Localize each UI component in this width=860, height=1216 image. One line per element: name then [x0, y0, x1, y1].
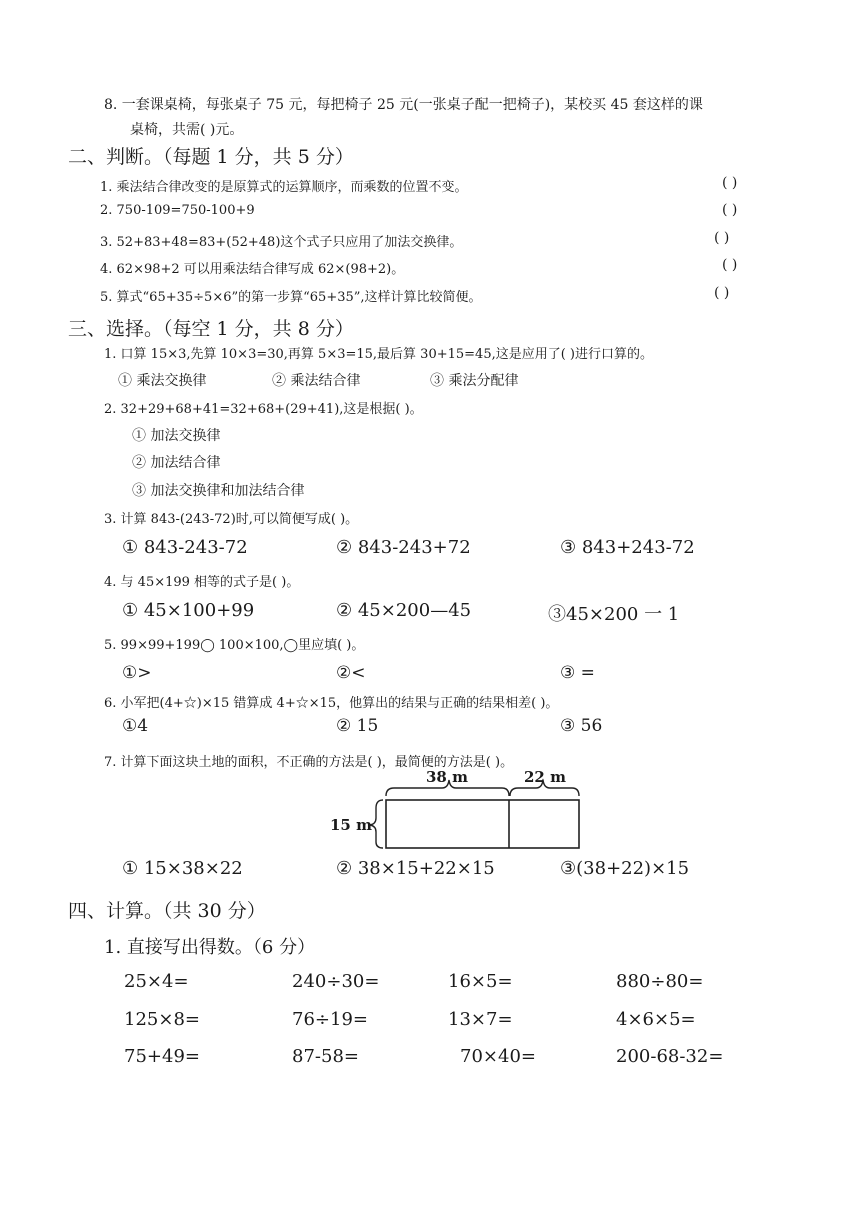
land-diagram: [328, 768, 588, 852]
section2-title: 二、判断。（每题 1 分，共 5 分）: [68, 146, 354, 168]
calc-2-1[interactable]: 125×8=: [124, 1009, 200, 1030]
calc-3-1[interactable]: 75+49=: [124, 1046, 200, 1067]
choice-q6-option-3[interactable]: ③ 56: [560, 716, 603, 736]
choice-q1-option-2[interactable]: ② 乘法结合律: [272, 373, 361, 389]
choice-q4: 4. 与 45×199 相等的式子是( )。: [104, 575, 300, 590]
calc-2-2[interactable]: 76÷19=: [292, 1009, 368, 1030]
choice-q2-option-2[interactable]: ② 加法结合律: [132, 455, 221, 471]
calc-3-2[interactable]: 87-58=: [292, 1046, 359, 1067]
choice-q2: 2. 32+29+68+41=32+68+(29+41),这是根据( )。: [104, 402, 423, 417]
choice-q7-option-1[interactable]: ① 15×38×22: [122, 858, 243, 879]
judge-item-4: 4. 62×98+2 可以用乘法结合律写成 62×(98+2)。: [100, 262, 405, 277]
judge-item-3: 3. 52+83+48=83+(52+48)这个式子只应用了加法交换律。: [100, 235, 463, 250]
label-38m: 38 m: [426, 768, 468, 786]
section3-title: 三、选择。（每空 1 分，共 8 分）: [68, 318, 354, 340]
choice-q3-option-3[interactable]: ③ 843+243-72: [560, 537, 695, 558]
choice-q3-option-1[interactable]: ① 843-243-72: [122, 537, 248, 558]
calc-3-4[interactable]: 200-68-32=: [616, 1046, 724, 1067]
calc-2-3[interactable]: 13×7=: [448, 1009, 513, 1030]
calc-1-3[interactable]: 16×5=: [448, 971, 513, 992]
choice-q2-option-3[interactable]: ③ 加法交换律和加法结合律: [132, 483, 305, 499]
choice-q1-option-3[interactable]: ③ 乘法分配律: [430, 373, 519, 389]
choice-q3-option-2[interactable]: ② 843-243+72: [336, 537, 471, 558]
land-rectangle: [386, 800, 579, 848]
judge-answer-2[interactable]: ( ): [722, 202, 738, 218]
label-15m: 15 m: [330, 816, 372, 834]
choice-q7-option-3[interactable]: ③(38+22)×15: [560, 858, 690, 879]
judge-answer-4[interactable]: ( ): [722, 257, 738, 273]
calc-1-4[interactable]: 880÷80=: [616, 971, 704, 992]
judge-item-1: 1. 乘法结合律改变的是原算式的运算顺序，而乘数的位置不变。: [100, 180, 468, 195]
calc-2-4[interactable]: 4×6×5=: [616, 1009, 696, 1030]
choice-q6: 6. 小军把(4+☆)×15 错算成 4+☆×15，他算出的结果与正确的结果相差( )。: [104, 696, 559, 711]
choice-q5-option-1[interactable]: ①>: [122, 663, 152, 683]
choice-q1: 1. 口算 15×3,先算 10×3=30,再算 5×3=15,最后算 30+15=45,这是应用了( )进行口算的。: [104, 347, 653, 362]
calc-1-2[interactable]: 240÷30=: [292, 971, 380, 992]
calc-3-3[interactable]: 70×40=: [460, 1046, 536, 1067]
section4-title: 四、计算。（共 30 分）: [68, 900, 266, 922]
choice-q5-option-2[interactable]: ②<: [336, 663, 366, 683]
judge-item-2: 2. 750-109=750-100+9: [100, 203, 255, 218]
judge-item-5: 5. 算式“65+35÷5×6”的第一步算“65+35”,这样计算比较简便。: [100, 290, 482, 305]
choice-q6-option-1[interactable]: ①4: [122, 716, 149, 736]
choice-q4-option-3[interactable]: ③45×200 一 1: [548, 604, 680, 625]
choice-q2-option-1[interactable]: ① 加法交换律: [132, 428, 221, 444]
choice-q7: 7. 计算下面这块土地的面积，不正确的方法是( )，最简便的方法是( )。: [104, 755, 514, 770]
choice-q4-option-2[interactable]: ② 45×200—45: [336, 600, 472, 621]
choice-q6-option-2[interactable]: ② 15: [336, 716, 379, 736]
choice-q7-option-2[interactable]: ② 38×15+22×15: [336, 858, 495, 879]
choice-q1-option-1[interactable]: ① 乘法交换律: [118, 373, 207, 389]
judge-answer-1[interactable]: ( ): [722, 175, 738, 191]
calc-1-1[interactable]: 25×4=: [124, 971, 189, 992]
choice-q5-option-3[interactable]: ③ =: [560, 663, 595, 683]
q8-line1: 8. 一套课桌椅，每张桌子 75 元，每把椅子 25 元(一张桌子配一把椅子)，某校买 45 套这样的课: [104, 97, 703, 113]
choice-q4-option-1[interactable]: ① 45×100+99: [122, 600, 255, 621]
choice-q5: 5. 99×99+199◯ 100×100,◯里应填( )。: [104, 638, 365, 653]
q8-line2: 桌椅，共需( )元。: [130, 122, 244, 138]
section4-sub1: 1. 直接写出得数。（6 分）: [104, 937, 316, 958]
choice-q3: 3. 计算 843-(243-72)时,可以简便写成( )。: [104, 512, 359, 527]
judge-answer-5[interactable]: ( ): [714, 285, 730, 301]
label-22m: 22 m: [524, 768, 566, 786]
judge-answer-3[interactable]: ( ): [714, 230, 730, 246]
